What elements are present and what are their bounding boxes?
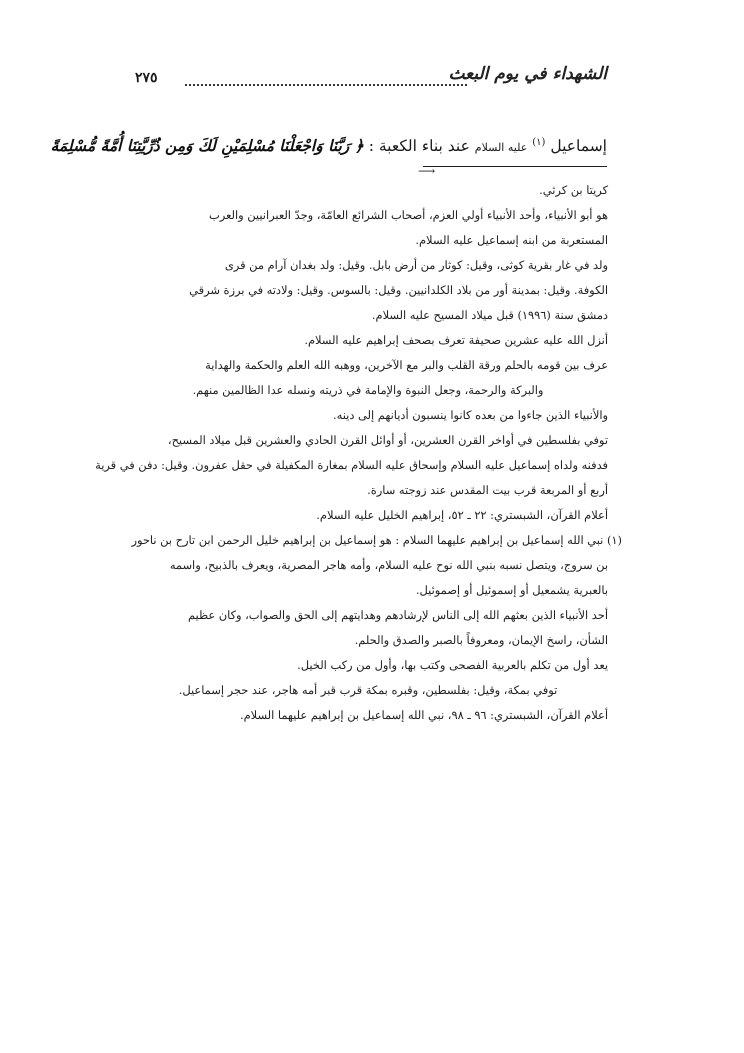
- footnote-line: هو أبو الأنبياء، وأحد الأنبياء أولي العزم، أصحاب الشرائع العامّة، وجدّ العبرانيين والعرب: [208, 208, 608, 222]
- footnote-line: بن سروج، ويتصل نسبه بنبي الله نوح عليه السلام، وأمه هاجر المصرية، ويعرف بالذبيح، واسمه: [169, 558, 608, 572]
- footnote-line: والأنبياء الذين جاءوا من بعده كانوا ينسبون أديانهم إلى دينه.: [333, 408, 608, 422]
- running-head: [135, 60, 607, 96]
- footnote-line: المستعربة من ابنه إسماعيل عليه السلام.: [415, 233, 608, 247]
- footnote-line: عرف بين قومه بالحلم ورقة القلب والبر مع الآخرين، ووهبه الله العلم والحكمة والهداية: [205, 358, 608, 372]
- footnote-line: أحد الأنبياء الذين بعثهم الله إلى الناس لإرشادهم وهدايتهم إلى الحق والصواب، وكان عظيم: [187, 608, 608, 622]
- footnote-line: كريتا بن كرثي.: [539, 183, 608, 197]
- footnote-line: أعلام القرآن، الشبستري: ٢٢ ـ ٥٢، إبراهيم الخليل عليه السلام.: [316, 508, 608, 522]
- honorific: عليه السلام: [474, 141, 528, 155]
- main-text-middle: عند بناء الكعبة :: [368, 137, 470, 156]
- footnotes: [95, 178, 622, 728]
- main-text-name: إسماعيل: [550, 137, 607, 156]
- quran-verse: ﴿ رَبَّنَا وَاجْعَلْنَا مُسْلِمَيْنِ لَكَ وَمِن ذُرِّيَّتِنَا أُمَّةً مُّسْلِمَةً: [50, 136, 364, 156]
- footnote-line: أنزل الله عليه عشرين صحيفة تعرف بصحف إبراهيم عليه السلام.: [304, 333, 608, 347]
- page-number: ٢٧٥: [135, 70, 158, 86]
- running-title: الشهداء في يوم البعث: [448, 64, 607, 84]
- footnote-line: توفي بمكة، وقيل: بفلسطين، وقبره بمكة قرب قبر أمه هاجر، عند حجر إسماعيل.: [178, 683, 558, 697]
- footnote-line: بالعبرية يشمعيل أو إسموئيل أو إصموئيل.: [415, 583, 608, 597]
- footnote-line: أعلام القرآن، الشبستري: ٩٦ ـ ٩٨، نبي الله إسماعيل بن إبراهيم عليهما السلام.: [239, 708, 608, 722]
- footnote-line: فدفنه ولداه إسماعيل عليه السلام وإسحاق عليه السلام بمغارة المكفيلة في حقل عفرون. وقيل: دفن في قرية: [95, 458, 608, 472]
- dot-leader: [185, 84, 467, 86]
- footnote-line: يعد أول من تكلم بالعربية الفصحى وكتب بها، وأول من ركب الخيل.: [297, 658, 608, 672]
- footnote-line: الكوفة. وقيل: بمدينة أور من بلاد الكلدانيين. وقيل: بالسوس. وقيل: ولادته في برزة شرقي: [189, 283, 608, 297]
- footnote-line: والبركة والرحمة، وجعل النبوة والإمامة في ذريته ونسله عدا الظالمين منهم.: [192, 383, 544, 397]
- continuation-arrow-icon: ⟶: [418, 164, 436, 178]
- footnote-line: دمشق سنة (١٩٩٦) قبل ميلاد المسيح عليه السلام.: [371, 308, 608, 322]
- footnote-line: (١) نبي الله إسماعيل بن إبراهيم عليهما السلام : هو إسماعيل بن إبراهيم خليل الرحمن ابن تارح بن ناحور: [131, 533, 622, 547]
- footnote-reference[interactable]: (١): [532, 137, 546, 148]
- footnote-separator: [423, 166, 607, 167]
- footnote-line: الشأن، راسخ الإيمان، ومعروفاً بالصبر والصدق والحلم.: [354, 633, 608, 647]
- footnote-line: ولد في غار بقرية كوثى، وقيل: كوثار من أرض بابل. وقيل: ولد بغدان آرام من قرى: [224, 258, 608, 272]
- footnote-line: أربع أو المربعة قرب بيت المقدس عند زوجته سارة.: [367, 483, 608, 497]
- footnote-line: توفي بفلسطين في أواخر القرن العشرين، أو أوائل القرن الحادي والعشرين قبل ميلاد المسيح،: [167, 433, 608, 447]
- main-text-line: [50, 128, 607, 163]
